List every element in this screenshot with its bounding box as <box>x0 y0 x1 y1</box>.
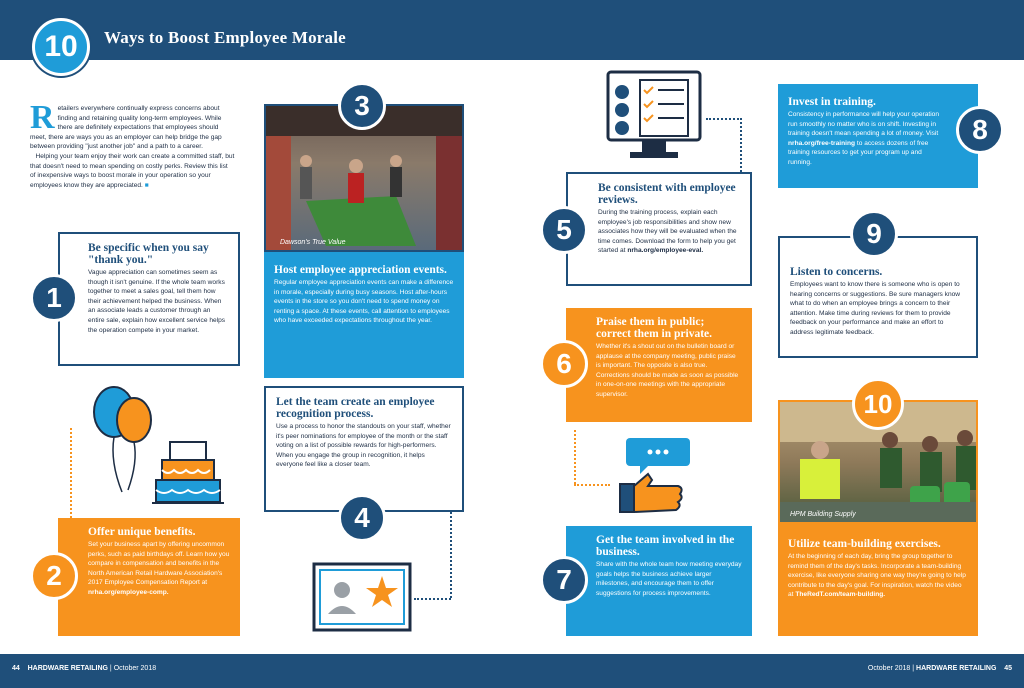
tip-2-link[interactable]: nrha.org/employee-comp. <box>88 588 169 596</box>
tip-7-card <box>566 526 752 636</box>
tip-10-link[interactable]: TheRedT.com/team-building. <box>795 591 886 599</box>
intro-paragraph-1: etailers everywhere continually express concerns about finding and retaining quality long-term employees. While there are definitely expectations that employees should meet, there are ways you as an employer can help bridge the gap between providing "just another job" and a path to a career. <box>30 105 222 151</box>
tip-3-photo-credit: Dawson's True Value <box>280 239 346 246</box>
tip-10-card <box>778 524 978 636</box>
tip-10-title: Utilize team-building exercises. <box>788 538 941 550</box>
connector-dots <box>574 430 576 484</box>
tip-5-body: During the training process, explain each employee's job responsibilities and show new associates how they will be evaluated when the time comes. Download the form to help you get started at nrha.org/employee-eval. <box>598 209 737 255</box>
tip-10-number: 10 <box>852 378 904 430</box>
intro-text: R etailers everywhere continually express concerns about finding and retaining quality long-term employees. While there are definitely expectations that employees should meet, there are ways you as an employer can help bridge the gap between providing "just another job" and a path to a career. Helping your team enjoy their work can create a committed staff, but that doesn't need to mean spending on costly perks. Review this list of inexpensive ways to boost morale in your operation so your employees know they are appreciated. ■ <box>30 99 235 189</box>
tip-8-number: 8 <box>956 106 1004 154</box>
tip-5-card <box>566 172 752 286</box>
balloons-cake-illustration <box>82 382 232 512</box>
tip-9-body: Employees want to know there is someone who is open to hearing concerns or suggestions. Be sure managers know what to do when an employee brings a concern to their attention. Make time during reviews for them to provide feedback on your performance and make an effort to address legitimate feedback. <box>790 281 961 336</box>
connector-dots <box>70 428 72 518</box>
tip-5-title: Be consistent with employee reviews. <box>598 182 736 206</box>
footer-right: October 2018 | HARDWARE RETAILING 45 <box>867 665 1012 672</box>
tip-3-number: 3 <box>338 82 386 130</box>
tip-8-card <box>778 84 978 188</box>
footer-left-pub: HARDWARE RETAILING <box>27 665 108 672</box>
footer-left: 44 HARDWARE RETAILING | October 2018 <box>12 665 157 672</box>
intro-paragraph-2: Helping your team enjoy their work can create a committed staff, but that doesn't need to mean spending on costly perks. Review this list of inexpensive ways to boost morale in your operation so your employees know they are appreciated. <box>30 152 235 189</box>
footer-left-page: 44 <box>12 665 20 672</box>
tip-7-body: Share with the whole team how meeting everyday goals helps the business achieve larger milestones, and encourage them to offer suggestions for process improvements. <box>596 561 742 597</box>
tip-8-body: Consistency in performance will help your operation run smoothly no matter who is on shift. Investing in training doesn't mean spending a lot of money. Visit nrha.org/free-training to access dozens of free training resources to get your program up and running. <box>788 111 939 166</box>
title-badge <box>32 18 90 76</box>
tip-7-title: Get the team involved in the business. <box>596 534 735 558</box>
tip-1-card <box>58 232 240 366</box>
review-monitor-illustration <box>606 70 702 162</box>
tip-3-body: Regular employee appreciation events can make a difference in morale, especially during busy seasons. Host after-hours events in the store so you don't need to spend money on renting a space. At these events, call attention to employees who have exceeded expectations throughout the year. <box>274 279 454 325</box>
page-title: Ways to Boost Employee Morale <box>104 28 346 47</box>
connector-dots <box>706 118 742 120</box>
tip-1-number: 1 <box>30 274 78 322</box>
tip-1-body: Vague appreciation can sometimes seem as though it isn't genuine. If the whole team works together to meet a sales goal, tell them how their achievement helped the business. When an associate leads a customer through an entire sale, explain how excellent service helps the operation compete in your market. <box>88 269 226 334</box>
connector-dots <box>450 512 452 598</box>
footer-left-date: October 2018 <box>113 665 157 672</box>
tip-6-title: Praise them in public; correct them in private. <box>596 316 713 340</box>
tip-1-title: Be specific when you say "thank you." <box>88 242 209 266</box>
tip-2-body: Set your business apart by offering uncommon perks, such as paid birthdays off. Learn how you compare in compensation and benefits in the North American Retail Hardware Association's 2017 Employee Compensation Report at nrha.org/employee-comp. <box>88 541 230 596</box>
tip-6-body: Whether it's a shout out on the bulletin board or applause at the company meeting, public praise is important. The opposite is also true. Corrections should be made as soon as possible in one-on-one meetings with the appropriate supervisor. <box>596 343 739 398</box>
tip-6-number: 6 <box>540 340 588 388</box>
tip-8-title: Invest in training. <box>788 96 876 108</box>
tip-4-number: 4 <box>338 494 386 542</box>
tip-2-card <box>58 518 240 636</box>
connector-dots <box>574 484 610 486</box>
thumbs-up-illustration <box>618 436 694 516</box>
footer-right-date: October 2018 <box>867 665 911 672</box>
tip-7-number: 7 <box>540 556 588 604</box>
tip-2-number: 2 <box>30 552 78 600</box>
tip-9-number: 9 <box>850 210 898 258</box>
dropcap: R <box>30 99 55 136</box>
tip-9-title: Listen to concerns. <box>790 266 883 278</box>
certificate-illustration <box>312 562 412 632</box>
tip-8-link[interactable]: nrha.org/free-training <box>788 139 856 147</box>
connector-dots <box>414 598 451 600</box>
tip-10-photo-credit: HPM Building Supply <box>790 511 856 518</box>
tip-5-number: 5 <box>540 206 588 254</box>
tip-3-card <box>264 252 464 378</box>
tip-4-title: Let the team create an employee recognition process. <box>276 396 435 420</box>
tip-4-body: Use a process to honor the standouts on your staff, whether it's peer nominations for employee of the month or the staff voting on a list of possible rewards for high-performers. When you engage the group in recognition, it helps everyone feel like a closer team. <box>276 423 451 469</box>
footer-right-pub: HARDWARE RETAILING <box>916 665 997 672</box>
tip-3-title: Host employee appreciation events. <box>274 264 447 276</box>
tip-10-body: At the beginning of each day, bring the group together to remind them of the day's tasks. Incorporate a team-building exercise, like everyone sharing one way they're going to help contribute to the day's goal. For inspiration, watch the video at TheRedT.com/team-building. <box>788 553 966 599</box>
footer-right-page: 45 <box>1004 665 1012 672</box>
connector-dots <box>740 118 742 172</box>
title-badge-number: 10 <box>44 30 78 63</box>
tip-2-title: Offer unique benefits. <box>88 526 196 538</box>
tip-5-link[interactable]: nrha.org/employee-eval. <box>627 247 704 255</box>
tip-6-card <box>566 308 752 422</box>
